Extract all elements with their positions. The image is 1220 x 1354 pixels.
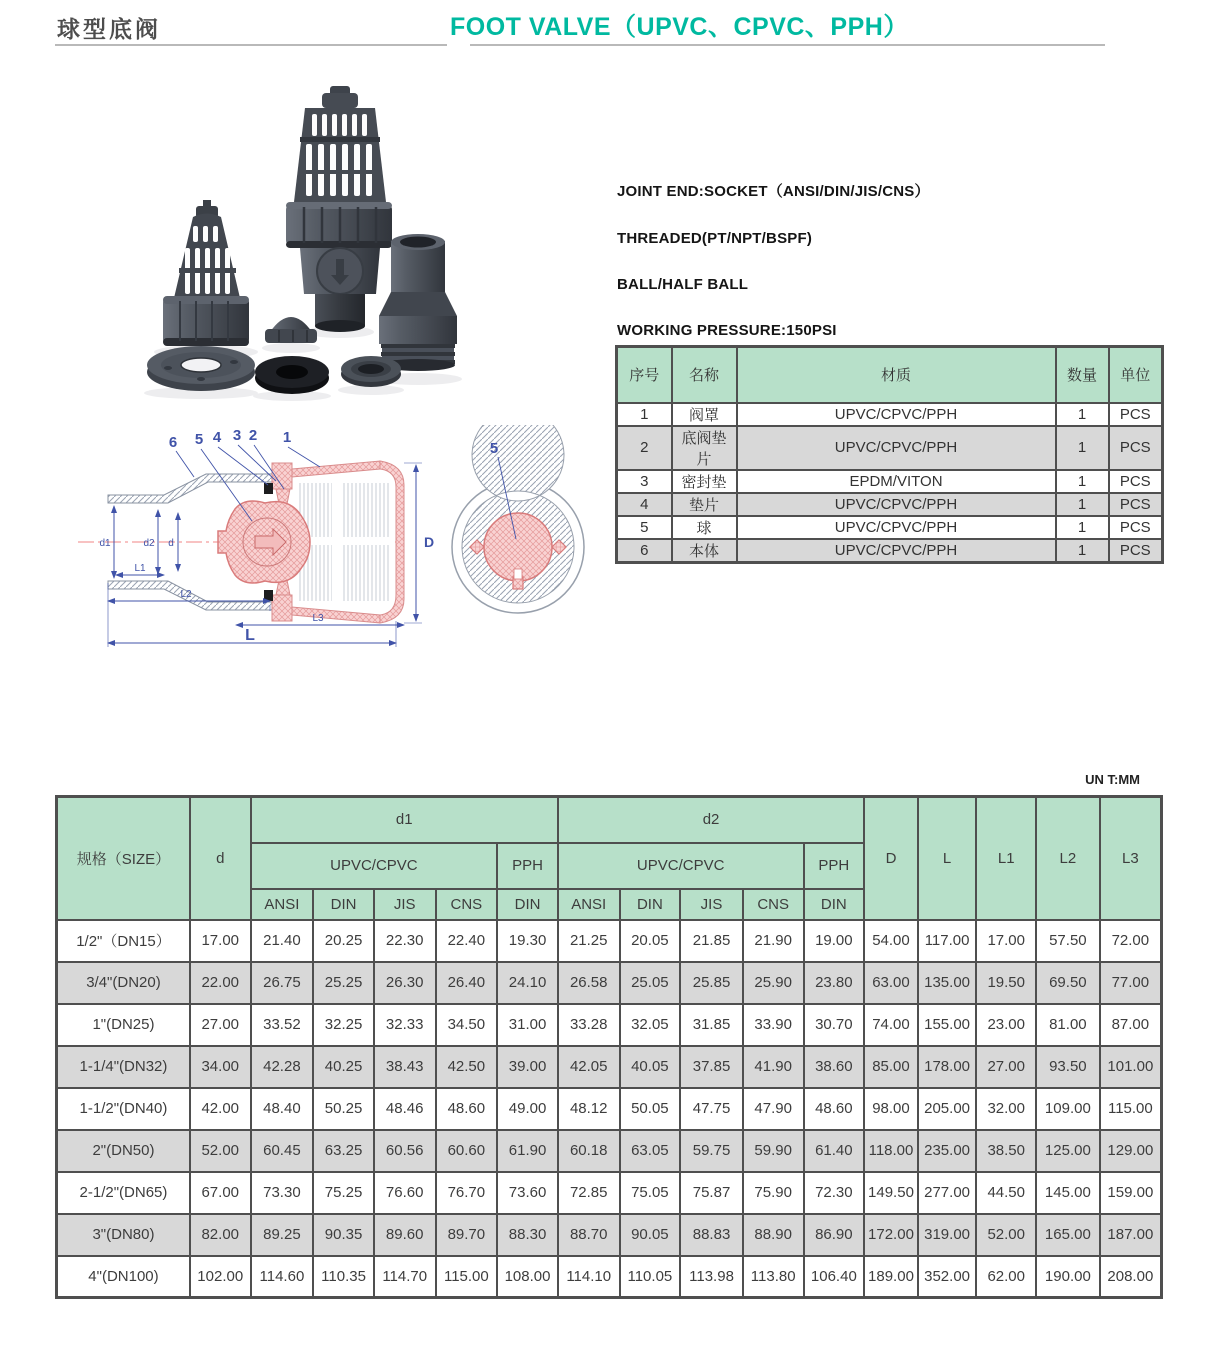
dims-value-cell: 117.00 [918,920,977,962]
dim-label-d1: d1 [99,538,111,549]
parts-table-row [617,493,1163,516]
dims-value-cell: 98.00 [864,1088,918,1130]
dims-value-cell: 73.30 [251,1172,314,1214]
dims-value-cell: 118.00 [864,1130,918,1172]
dims-value-cell: 62.00 [976,1256,1036,1298]
dims-value-cell: 50.05 [620,1088,681,1130]
dims-value-cell: 26.75 [251,962,314,1004]
parts-cell: PCS [1109,539,1163,563]
parts-cell: 2 [617,426,672,470]
dims-value-cell: 48.60 [436,1088,498,1130]
dims-value-cell: 72.30 [804,1172,865,1214]
dims-value-cell: 63.00 [864,962,918,1004]
dims-value-cell: 88.30 [497,1214,558,1256]
ball-section [218,501,310,583]
col-header-standard: JIS [374,889,436,920]
dims-value-cell: 21.90 [743,920,804,962]
dims-value-cell: 72.85 [558,1172,620,1214]
dims-value-cell: 63.25 [313,1130,374,1172]
col-header-standard: ANSI [558,889,620,920]
dims-value-cell: 21.85 [680,920,743,962]
dims-value-cell: 34.50 [436,1004,498,1046]
dims-value-cell: 26.58 [558,962,620,1004]
page-title-cn: 球型底阀 [57,16,161,42]
dims-size-cell: 4"(DN100) [57,1256,190,1298]
parts-cell: 1 [1056,516,1109,539]
dims-table-row [57,1088,1162,1130]
dims-value-cell: 31.85 [680,1004,743,1046]
dims-value-cell: 25.05 [620,962,681,1004]
dims-value-cell: 75.05 [620,1172,681,1214]
dims-value-cell: 113.98 [680,1256,743,1298]
parts-cell: 底阀垫片 [672,426,737,470]
unit-note: UN T:MM [1085,772,1140,787]
dims-value-cell: 86.90 [804,1214,865,1256]
dims-value-cell: 27.00 [976,1046,1036,1088]
parts-cell: 阀罩 [672,403,737,426]
dims-value-cell: 44.50 [976,1172,1036,1214]
dims-value-cell: 42.28 [251,1046,314,1088]
dims-value-cell: 60.56 [374,1130,436,1172]
col-header-standard: DIN [620,889,681,920]
dims-value-cell: 159.00 [1100,1172,1162,1214]
parts-cell: PCS [1109,516,1163,539]
dims-table-row [57,1046,1162,1088]
dims-value-cell: 48.46 [374,1088,436,1130]
dims-value-cell: 178.00 [918,1046,977,1088]
col-group-pph-d1: PPH [497,843,558,889]
col-group-upvc-cpvc-d1: UPVC/CPVC [251,843,498,889]
dims-value-cell: 352.00 [918,1256,977,1298]
dims-value-cell: 155.00 [918,1004,977,1046]
col-header-d: d [190,797,251,920]
dims-value-cell: 32.33 [374,1004,436,1046]
dims-value-cell: 38.60 [804,1046,865,1088]
parts-table-row [617,403,1163,426]
end-view-label-5: 5 [489,440,499,457]
parts-table-row [617,470,1163,493]
dims-value-cell: 40.25 [313,1046,374,1088]
dims-value-cell: 22.00 [190,962,251,1004]
parts-cell: 1 [1056,426,1109,470]
dims-value-cell: 49.00 [497,1088,558,1130]
dims-size-cell: 1-1/4"(DN32) [57,1046,190,1088]
parts-cell: 1 [1056,493,1109,516]
dims-value-cell: 52.00 [976,1214,1036,1256]
dims-value-cell: 76.60 [374,1172,436,1214]
dims-value-cell: 113.80 [743,1256,804,1298]
parts-cell: 球 [672,516,737,539]
dims-value-cell: 60.18 [558,1130,620,1172]
dim-label-L3: L3 [312,613,324,624]
dims-value-cell: 33.52 [251,1004,314,1046]
dims-value-cell: 20.25 [313,920,374,962]
parts-cell: 本体 [672,539,737,563]
dims-value-cell: 59.90 [743,1130,804,1172]
spec-line: WORKING PRESSURE:150PSI [617,322,837,339]
col-header-standard: DIN [804,889,865,920]
end-view [452,425,584,613]
title-underline-left [55,44,447,46]
dims-value-cell: 88.90 [743,1214,804,1256]
dims-value-cell: 93.50 [1036,1046,1100,1088]
parts-cell: 1 [1056,403,1109,426]
dims-value-cell: 24.10 [497,962,558,1004]
dims-value-cell: 52.00 [190,1130,251,1172]
dims-value-cell: 319.00 [918,1214,977,1256]
dims-value-cell: 88.83 [680,1214,743,1256]
dims-value-cell: 21.40 [251,920,314,962]
product-photo-illustration [60,80,580,420]
dims-value-cell: 26.30 [374,962,436,1004]
parts-table-header-row [617,347,1163,403]
parts-header-cell: 数量 [1056,347,1109,403]
dims-value-cell: 38.43 [374,1046,436,1088]
dims-size-cell: 1"(DN25) [57,1004,190,1046]
dims-value-cell: 101.00 [1100,1046,1162,1088]
title-underline-right [470,44,1105,46]
col-group-pph-d2: PPH [804,843,865,889]
cap-part [265,317,317,343]
dims-size-cell: 3"(DN80) [57,1214,190,1256]
dims-value-cell: 87.00 [1100,1004,1162,1046]
dims-value-cell: 81.00 [1036,1004,1100,1046]
dims-value-cell: 60.45 [251,1130,314,1172]
parts-header-cell: 序号 [617,347,672,403]
parts-table-row [617,516,1163,539]
strainer-cage-part [163,200,249,346]
dims-value-cell: 115.00 [436,1256,498,1298]
parts-cell: 1 [1056,539,1109,563]
dims-value-cell: 33.28 [558,1004,620,1046]
parts-table-row [617,539,1163,563]
parts-cell: 6 [617,539,672,563]
part-number-2: 2 [248,427,258,444]
dims-value-cell: 85.00 [864,1046,918,1088]
dims-value-cell: 22.40 [436,920,498,962]
foot-valve-assembly [286,86,392,332]
dims-value-cell: 72.00 [1100,920,1162,962]
col-group-upvc-cpvc-d2: UPVC/CPVC [558,843,804,889]
dims-value-cell: 115.00 [1100,1088,1162,1130]
dims-value-cell: 89.60 [374,1214,436,1256]
dims-value-cell: 114.70 [374,1256,436,1298]
technical-drawing [60,425,600,655]
dims-value-cell: 19.30 [497,920,558,962]
dims-table-row [57,1004,1162,1046]
part-number-3: 3 [232,427,242,444]
parts-cell: PCS [1109,493,1163,516]
dims-value-cell: 145.00 [1036,1172,1100,1214]
col-header-standard: DIN [313,889,374,920]
dims-table-row [57,920,1162,962]
dims-value-cell: 114.10 [558,1256,620,1298]
part-number-1: 1 [282,429,292,446]
parts-cell: 密封垫 [672,470,737,493]
dims-value-cell: 129.00 [1100,1130,1162,1172]
dims-value-cell: 88.70 [558,1214,620,1256]
dims-value-cell: 106.40 [804,1256,865,1298]
dims-value-cell: 60.60 [436,1130,498,1172]
dims-table-row [57,962,1162,1004]
parts-cell: PCS [1109,403,1163,426]
dims-value-cell: 90.05 [620,1214,681,1256]
dims-value-cell: 109.00 [1036,1088,1100,1130]
dims-value-cell: 42.05 [558,1046,620,1088]
dims-value-cell: 19.00 [804,920,865,962]
parts-cell: PCS [1109,470,1163,493]
seat-plate-part [147,346,255,391]
dims-value-cell: 190.00 [1036,1256,1100,1298]
page-title-en: FOOT VALVE（UPVC、CPVC、PPH） [450,13,909,41]
dims-table-row [57,1256,1162,1298]
dims-value-cell: 25.85 [680,962,743,1004]
dims-value-cell: 114.60 [251,1256,314,1298]
parts-cell: UPVC/CPVC/PPH [737,493,1056,516]
dims-value-cell: 25.25 [313,962,374,1004]
dims-value-cell: 102.00 [190,1256,251,1298]
dims-value-cell: 47.90 [743,1088,804,1130]
dims-value-cell: 38.50 [976,1130,1036,1172]
dims-value-cell: 26.40 [436,962,498,1004]
dims-table-row [57,1172,1162,1214]
dims-value-cell: 135.00 [918,962,977,1004]
dims-value-cell: 27.00 [190,1004,251,1046]
dim-label-D: D [424,534,435,550]
dims-value-cell: 47.75 [680,1088,743,1130]
dims-size-cell: 3/4"(DN20) [57,962,190,1004]
dims-size-cell: 1/2"（DN15） [57,920,190,962]
dims-value-cell: 76.70 [436,1172,498,1214]
col-group-d1: d1 [251,797,558,843]
dims-value-cell: 32.00 [976,1088,1036,1130]
parts-cell: 3 [617,470,672,493]
socket-adapter-part [379,234,457,371]
dims-value-cell: 42.50 [436,1046,498,1088]
dims-value-cell: 110.35 [313,1256,374,1298]
parts-header-cell: 名称 [672,347,737,403]
dims-value-cell: 69.50 [1036,962,1100,1004]
dims-value-cell: 75.87 [680,1172,743,1214]
dims-value-cell: 74.00 [864,1004,918,1046]
dims-value-cell: 32.05 [620,1004,681,1046]
dims-size-cell: 1-1/2"(DN40) [57,1088,190,1130]
parts-cell: 1 [617,403,672,426]
dims-value-cell: 208.00 [1100,1256,1162,1298]
dims-value-cell: 32.25 [313,1004,374,1046]
col-header-standard: DIN [497,889,558,920]
dims-value-cell: 73.60 [497,1172,558,1214]
dims-value-cell: 172.00 [864,1214,918,1256]
dims-value-cell: 42.00 [190,1088,251,1130]
dims-value-cell: 33.90 [743,1004,804,1046]
parts-cell: 垫片 [672,493,737,516]
parts-header-cell: 材质 [737,347,1056,403]
dimensions-table [55,795,1163,1299]
parts-cell: UPVC/CPVC/PPH [737,539,1056,563]
rubber-gasket-part [255,356,329,394]
dims-value-cell: 277.00 [918,1172,977,1214]
parts-table [615,345,1164,564]
dims-value-cell: 40.05 [620,1046,681,1088]
part-number-6: 6 [168,434,178,451]
parts-table-row [617,426,1163,470]
col-header-L: L [918,797,977,920]
dims-value-cell: 21.25 [558,920,620,962]
col-header-standard: CNS [743,889,804,920]
parts-table-body [617,403,1163,563]
parts-cell: 5 [617,516,672,539]
dims-value-cell: 31.00 [497,1004,558,1046]
dims-table-body [57,920,1162,1298]
dims-table-row [57,1214,1162,1256]
dims-value-cell: 25.90 [743,962,804,1004]
dim-label-d: d [168,538,174,549]
dims-value-cell: 63.05 [620,1130,681,1172]
dims-value-cell: 19.50 [976,962,1036,1004]
spec-line: THREADED(PT/NPT/BSPF) [617,230,813,247]
dim-label-L: L [245,627,255,644]
dims-value-cell: 82.00 [190,1214,251,1256]
part-number-4: 4 [212,429,222,446]
parts-cell: 4 [617,493,672,516]
dims-value-cell: 125.00 [1036,1130,1100,1172]
dims-value-cell: 57.50 [1036,920,1100,962]
col-header-D: D [864,797,918,920]
col-header-L3: L3 [1100,797,1162,920]
dims-value-cell: 110.05 [620,1256,681,1298]
dims-value-cell: 235.00 [918,1130,977,1172]
dim-label-L1: L1 [134,563,146,574]
parts-header-cell: 单位 [1109,347,1163,403]
dims-value-cell: 59.75 [680,1130,743,1172]
dims-value-cell: 61.90 [497,1130,558,1172]
col-header-L2: L2 [1036,797,1100,920]
dims-value-cell: 17.00 [976,920,1036,962]
dims-value-cell: 30.70 [804,1004,865,1046]
dims-value-cell: 34.00 [190,1046,251,1088]
dims-value-cell: 48.12 [558,1088,620,1130]
ring-gasket-part [341,356,401,387]
col-header-standard: ANSI [251,889,314,920]
dims-value-cell: 149.50 [864,1172,918,1214]
dims-value-cell: 67.00 [190,1172,251,1214]
parts-cell: UPVC/CPVC/PPH [737,403,1056,426]
dims-value-cell: 108.00 [497,1256,558,1298]
dims-value-cell: 89.25 [251,1214,314,1256]
parts-cell: PCS [1109,426,1163,470]
parts-cell: UPVC/CPVC/PPH [737,426,1056,470]
dims-value-cell: 165.00 [1036,1214,1100,1256]
dims-value-cell: 39.00 [497,1046,558,1088]
parts-cell: EPDM/VITON [737,470,1056,493]
col-header-size: 规格（SIZE） [57,797,190,920]
dims-value-cell: 22.30 [374,920,436,962]
dims-value-cell: 77.00 [1100,962,1162,1004]
dims-value-cell: 50.25 [313,1088,374,1130]
dim-label-d2: d2 [143,538,155,549]
dims-value-cell: 54.00 [864,920,918,962]
dims-value-cell: 75.90 [743,1172,804,1214]
dims-value-cell: 189.00 [864,1256,918,1298]
parts-cell: UPVC/CPVC/PPH [737,516,1056,539]
dims-value-cell: 37.85 [680,1046,743,1088]
spec-line: JOINT END:SOCKET（ANSI/DIN/JIS/CNS） [617,183,930,200]
dims-value-cell: 17.00 [190,920,251,962]
dims-value-cell: 23.00 [976,1004,1036,1046]
dims-value-cell: 61.40 [804,1130,865,1172]
col-header-standard: CNS [436,889,498,920]
dims-table-row [57,1130,1162,1172]
part-number-5: 5 [194,431,204,448]
dims-value-cell: 187.00 [1100,1214,1162,1256]
spec-line: BALL/HALF BALL [617,276,749,293]
dims-value-cell: 48.60 [804,1088,865,1130]
col-header-standard: JIS [680,889,743,920]
dims-value-cell: 205.00 [918,1088,977,1130]
col-group-d2: d2 [558,797,864,843]
parts-cell: 1 [1056,470,1109,493]
dims-value-cell: 89.70 [436,1214,498,1256]
dims-value-cell: 23.80 [804,962,865,1004]
dims-value-cell: 90.35 [313,1214,374,1256]
dims-value-cell: 48.40 [251,1088,314,1130]
dims-size-cell: 2-1/2"(DN65) [57,1172,190,1214]
col-header-L1: L1 [976,797,1036,920]
spec-list [617,180,1177,368]
dims-value-cell: 41.90 [743,1046,804,1088]
dims-value-cell: 20.05 [620,920,681,962]
dim-label-L2: L2 [180,589,192,600]
dims-size-cell: 2"(DN50) [57,1130,190,1172]
dims-value-cell: 75.25 [313,1172,374,1214]
